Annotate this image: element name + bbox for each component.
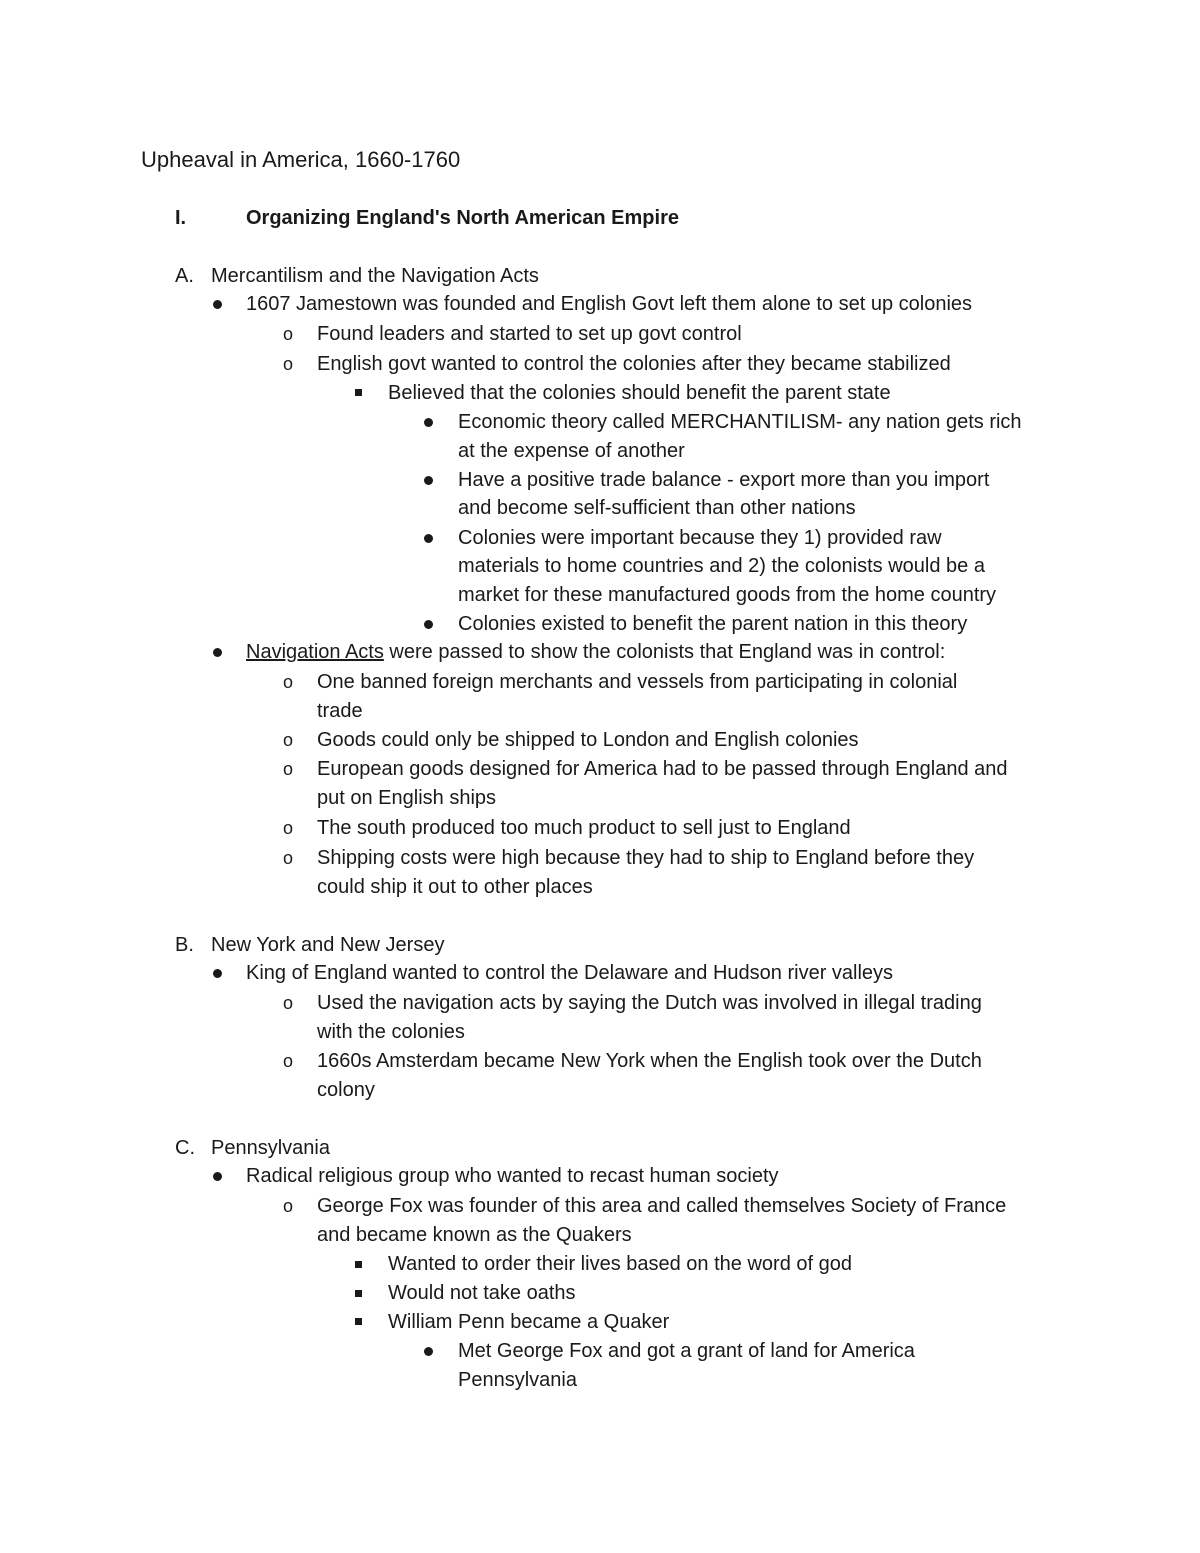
bullet-square xyxy=(355,389,362,396)
list-item: European goods designed for America had to be passed through England and xyxy=(317,758,1008,780)
bullet-circle: o xyxy=(283,848,294,868)
list-item-continuation: materials to home countries and 2) the colonists would be a xyxy=(458,555,985,577)
bullet-circle: o xyxy=(283,1196,294,1216)
list-item: English govt wanted to control the colonies after they became stabilized xyxy=(317,353,951,375)
bullet-circle: o xyxy=(283,672,294,692)
list-item-continuation: and became known as the Quakers xyxy=(317,1224,632,1246)
bullet-circle: o xyxy=(283,730,294,750)
bullet-circle: o xyxy=(283,993,294,1013)
list-item-continuation: with the colonies xyxy=(317,1021,465,1043)
subsection-heading-c: Pennsylvania xyxy=(211,1137,330,1159)
list-item: Shipping costs were high because they had to ship to England before they xyxy=(317,847,975,869)
list-item: William Penn became a Quaker xyxy=(388,1311,670,1333)
list-item: One banned foreign merchants and vessels from participating in colonial xyxy=(317,671,958,693)
subsection-letter-a: A. xyxy=(175,265,194,287)
bullet-circle: o xyxy=(283,759,294,779)
list-item: Met George Fox and got a grant of land for America xyxy=(458,1340,915,1362)
bullet-dot xyxy=(213,969,222,978)
list-item-continuation: trade xyxy=(317,700,363,722)
list-item-continuation: at the expense of another xyxy=(458,440,685,462)
list-item-continuation: market for these manufactured goods from the home country xyxy=(458,584,997,606)
bullet-circle: o xyxy=(283,354,294,374)
bullet-circle: o xyxy=(283,818,294,838)
bullet-dot xyxy=(424,476,433,485)
list-item: King of England wanted to control the Delaware and Hudson river valleys xyxy=(246,962,894,984)
list-item: Found leaders and started to set up govt control xyxy=(317,323,742,345)
list-item: Radical religious group who wanted to recast human society xyxy=(246,1165,779,1187)
list-item: 1660s Amsterdam became New York when the English took over the Dutch xyxy=(317,1050,982,1072)
bullet-square xyxy=(355,1261,362,1268)
list-item: Colonies existed to benefit the parent nation in this theory xyxy=(458,613,968,635)
list-item: Would not take oaths xyxy=(388,1282,576,1304)
list-item: Colonies were important because they 1) provided raw xyxy=(458,527,942,549)
document-title: Upheaval in America, 1660-1760 xyxy=(141,147,461,172)
list-item: Wanted to order their lives based on the word of god xyxy=(388,1253,852,1275)
list-item xyxy=(246,638,945,667)
navigation-acts-term: Navigation Acts xyxy=(246,641,384,663)
list-item-continuation: colony xyxy=(317,1079,375,1101)
list-item: Economic theory called MERCHANTILISM- any nation gets rich xyxy=(458,411,1022,433)
bullet-square xyxy=(355,1290,362,1297)
list-item: George Fox was founder of this area and called themselves Society of France xyxy=(317,1195,1007,1217)
subsection-heading-a: Mercantilism and the Navigation Acts xyxy=(211,265,539,287)
list-item: Used the navigation acts by saying the Dutch was involved in illegal trading xyxy=(317,992,982,1014)
list-item-text: were passed to show the colonists that England was in control: xyxy=(383,641,946,663)
bullet-circle: o xyxy=(283,324,294,344)
bullet-square xyxy=(355,1318,362,1325)
subsection-letter-c: C. xyxy=(175,1137,195,1159)
bullet-dot xyxy=(424,620,433,629)
list-item-continuation: Pennsylvania xyxy=(458,1369,577,1391)
list-item: Goods could only be shipped to London and English colonies xyxy=(317,729,859,751)
list-item: Believed that the colonies should benefit the parent state xyxy=(388,382,891,404)
bullet-dot xyxy=(424,1347,433,1356)
bullet-dot xyxy=(424,534,433,543)
list-item-continuation: and become self-sufficient than other nations xyxy=(458,497,856,519)
list-item: Have a positive trade balance - export more than you import xyxy=(458,469,990,491)
list-item-continuation: put on English ships xyxy=(317,787,497,809)
list-item: The south produced too much product to sell just to England xyxy=(317,817,851,839)
bullet-dot xyxy=(213,648,222,657)
bullet-circle: o xyxy=(283,1051,294,1071)
bullet-dot xyxy=(424,418,433,427)
section-heading: Organizing England's North American Empire xyxy=(246,207,679,229)
list-item-continuation: could ship it out to other places xyxy=(317,876,593,898)
list-item: 1607 Jamestown was founded and English Govt left them alone to set up colonies xyxy=(246,293,973,315)
section-numeral: I. xyxy=(175,207,187,229)
subsection-heading-b: New York and New Jersey xyxy=(211,934,445,956)
subsection-letter-b: B. xyxy=(175,934,194,956)
bullet-dot xyxy=(213,1172,222,1181)
bullet-dot xyxy=(213,300,222,309)
